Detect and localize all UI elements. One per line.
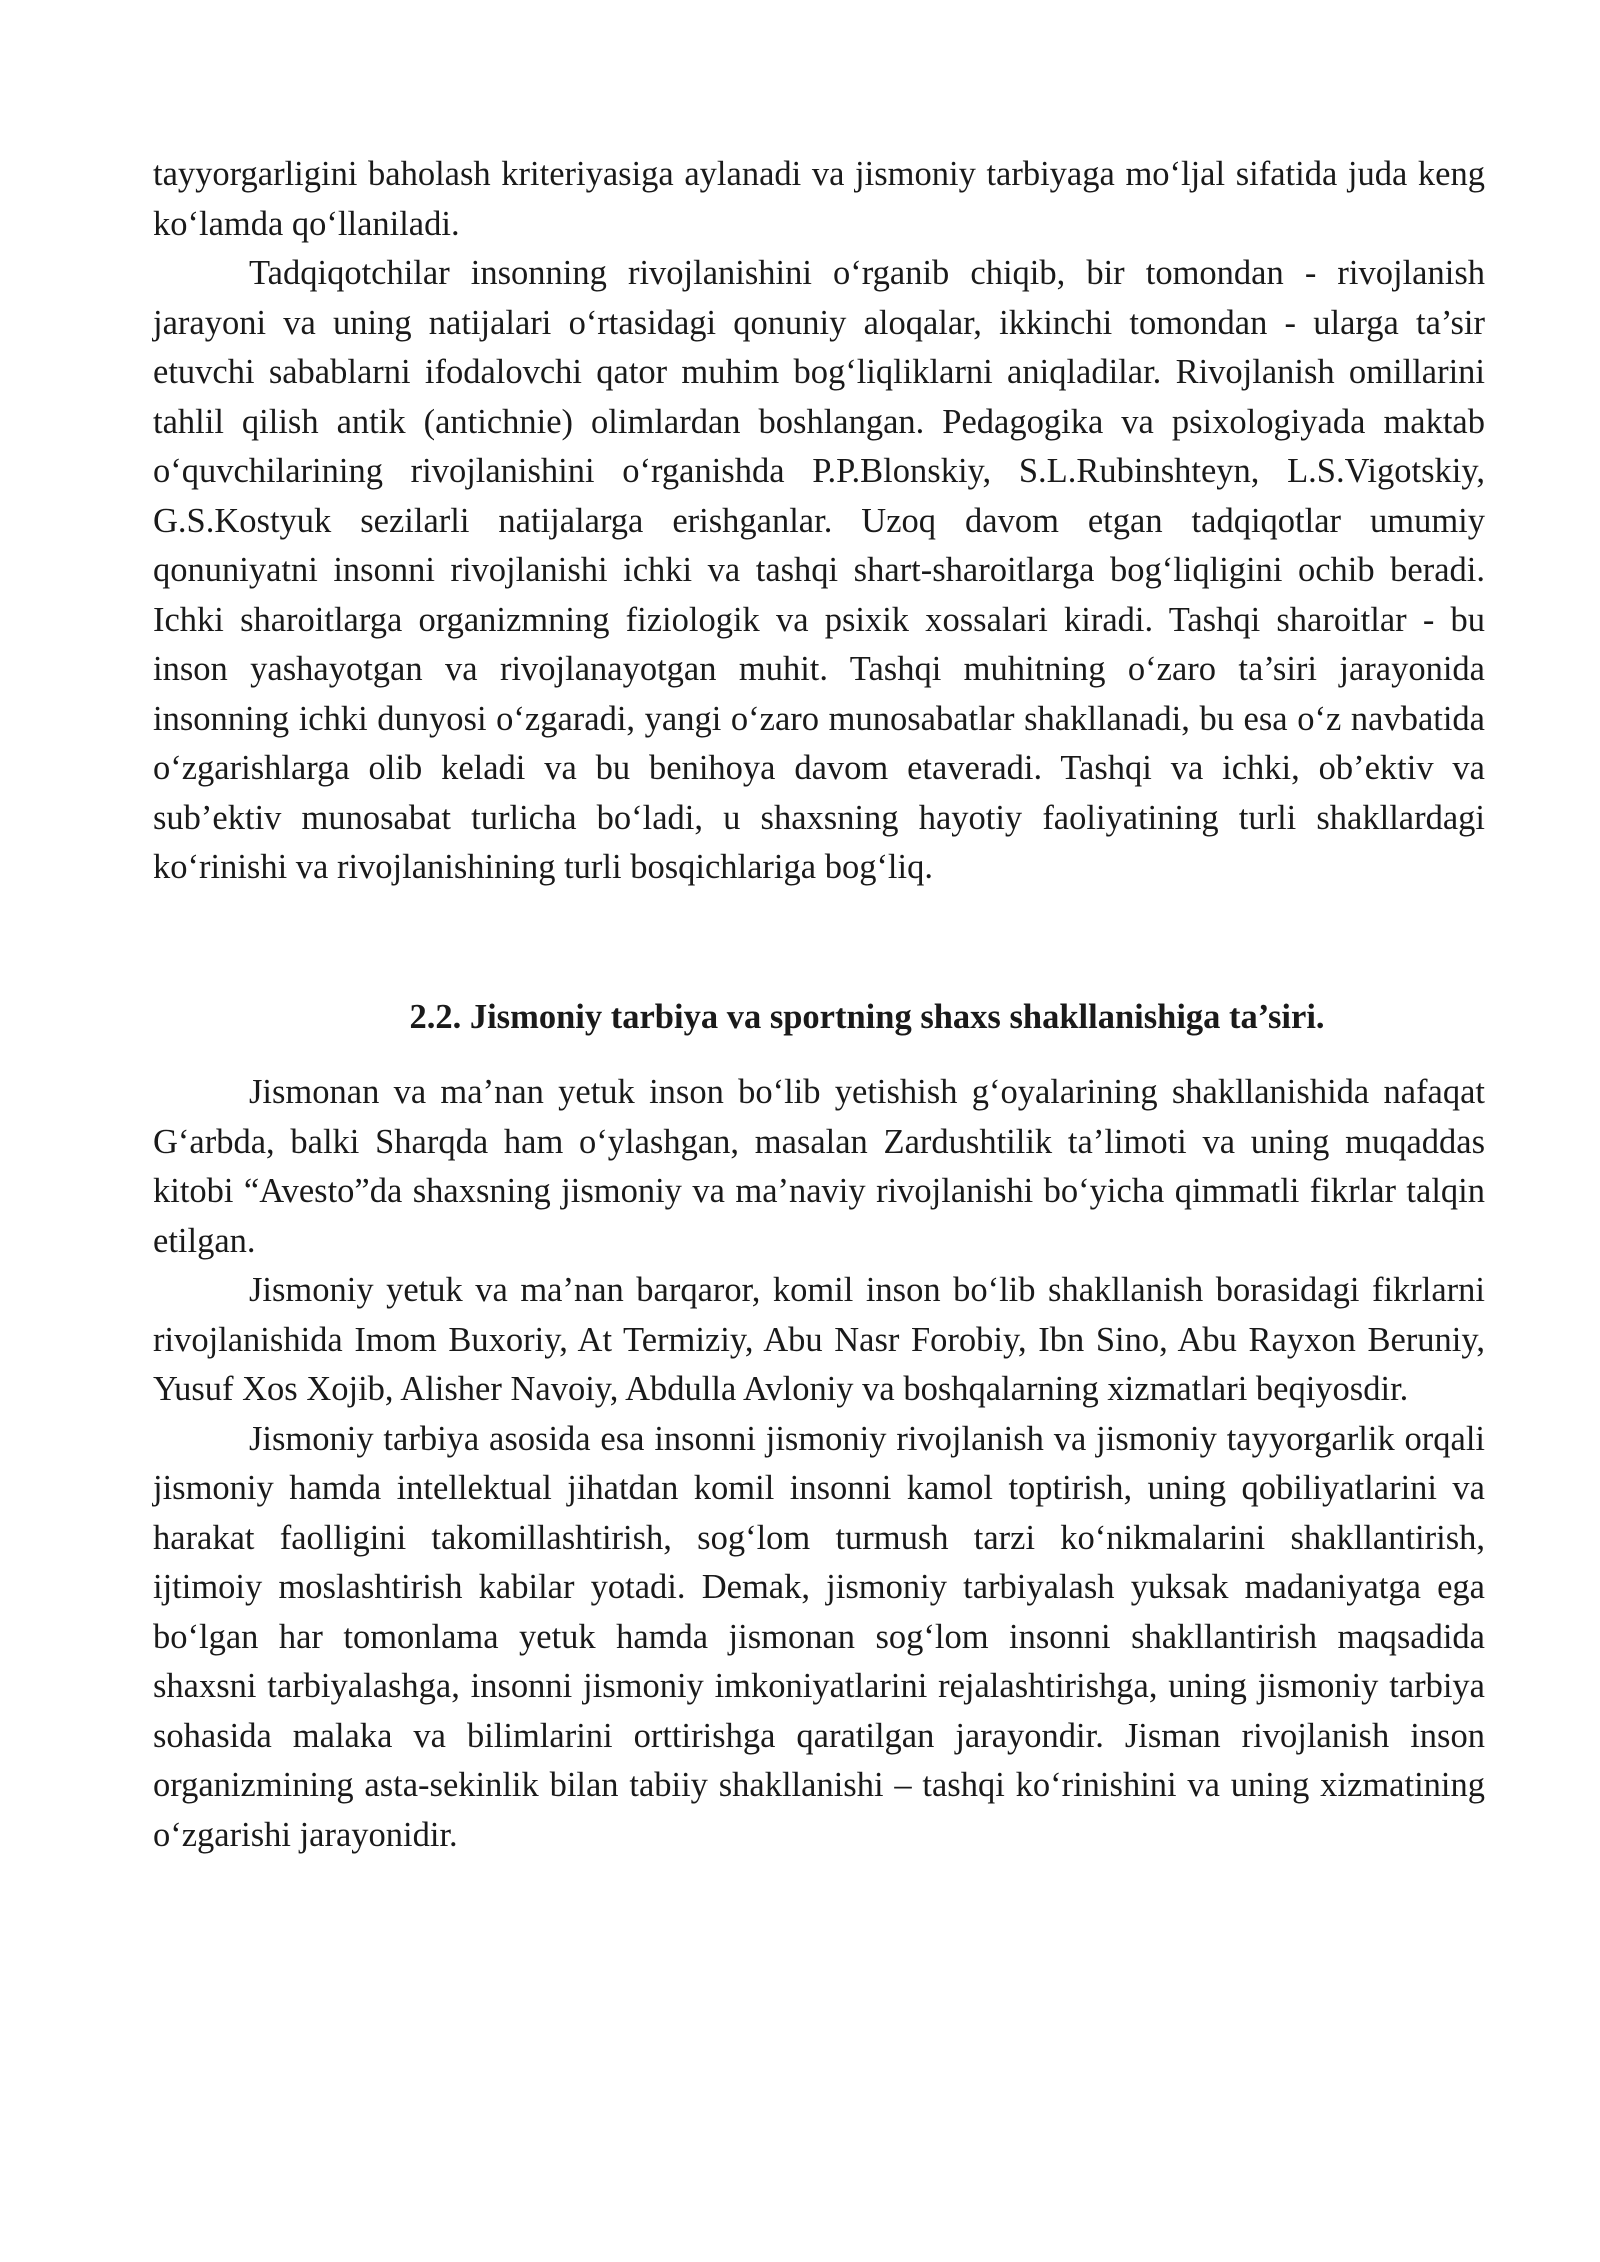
section-heading: 2.2. Jismoniy tarbiya va sportning shaxs shakllanishiga ta’siri. — [409, 997, 1325, 1036]
paragraph-physical-education: Jismoniy tarbiya asosida esa insonni jismoniy rivojlanish va jismoniy tayyorgarlik orqali jismoniy hamda intellektual jihatdan komil insonni kamol toptirish, uning qobiliyatlarini va harakat faolligini takomillashtirish, sog‘lom turmush tarzi ko‘nikmalarini shakllantirish, ijtimoiy moslashtirish kabilar yotadi. Demak, jismoniy tarbiyalash yuksak madaniyatga ega bo‘lgan har tomonlama yetuk hamda jismonan sog‘lom insonni shakllantirish maqsadida shaxsni tarbiyalashga, insonni jismoniy imkoniyatlarini rejalashtirishga, uning jismoniy tarbiya sohasida malaka va bilimlarini orttirishga qaratilgan jarayondir. Jisman rivojlanish inson organizmining asta-sekinlik bilan tabiiy shakllanishi – tashqi ko‘rinishini va uning xizmatining o‘zgarishi jarayonidir. — [153, 1419, 1485, 1854]
document-page — [153, 150, 1485, 1860]
paragraph-scholars: Jismoniy yetuk va ma’nan barqaror, komil inson bo‘lib shakllanish borasidagi fikrlarni rivojlanishida Imom Buxoriy, At Termiziy, Abu Nasr Forobiy, Ibn Sino, Abu Rayxon Beruniy, Yusuf Xos Xojib, Alisher Navoiy, Abdulla Avloniy va boshqalarning xizmatlari beqiyosdir. — [153, 1271, 1485, 1408]
paragraph-continuation: tayyorgarligini baholash kriteriyasiga aylanadi va jismoniy tarbiyaga mo‘ljal sifatida juda keng ko‘lamda qo‘llaniladi. — [153, 155, 1485, 243]
paragraph-researchers: Tadqiqotchilar insonning rivojlanishini o‘rganib chiqib, bir tomondan - rivojlanish jarayoni va uning natijalari o‘rtasidagi qonuniy aloqalar, ikkinchi tomondan - ularga ta’sir etuvchi sabablarni ifodalovchi qator muhim bog‘liqliklarni aniqladilar. Rivojlanish omillarini tahlil qilish antik (antichnie) olimlardan boshlangan. Pedagogika va psixologiyada maktab o‘quvchilarining rivojlanishini o‘rganishda P.P.Blonskiy, S.L.Rubinshteyn, L.S.Vigotskiy, G.S.Kostyuk sezilarli natijalarga erishganlar. Uzoq davom etgan tadqiqotlar umumiy qonuniyatni insonni rivojlanishi ichki va tashqi shart-sharoitlarga bog‘liqligini ochib beradi. Ichki sharoitlarga organizmning fiziologik va psixik xossalari kiradi. Tashqi sharoitlar - bu inson yashayotgan va rivojlanayotgan muhit. Tashqi muhitning o‘zaro ta’siri jarayonida insonning ichki dunyosi o‘zgaradi, yangi o‘zaro munosabatlar shakllanadi, bu esa o‘z navbatida o‘zgarishlarga olib keladi va bu benihoya davom etaveradi. Tashqi va ichki, ob’ektiv va sub’ektiv munosabat turlicha bo‘ladi, u shaxsning hayotiy faoliyatining turli shakllardagi ko‘rinishi va rivojlanishining turli bosqichlariga bog‘liq. — [153, 254, 1485, 886]
paragraph-avesto: Jismonan va ma’nan yetuk inson bo‘lib yetishish g‘oyalarining shakllanishida nafaqat G‘arbda, balki Sharqda ham o‘ylashgan, masalan Zardushtilik ta’limoti va uning muqaddas kitobi “Avesto”da shaxsning jismoniy va ma’naviy rivojlanishi bo‘yicha qimmatli fikrlar talqin etilgan. — [153, 1073, 1485, 1260]
